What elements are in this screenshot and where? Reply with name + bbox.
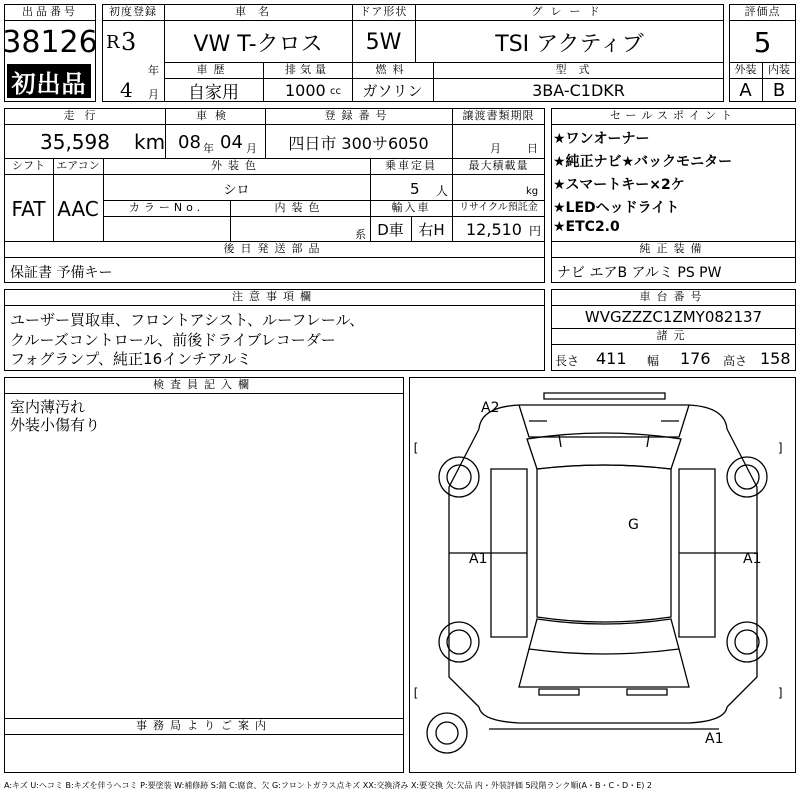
- max-load-label: 最大積載量: [468, 159, 529, 172]
- recycle-label: リサイクル預託金: [459, 202, 538, 213]
- first-reg-month: 4: [120, 78, 133, 102]
- diagram-bracket: ]: [777, 686, 785, 700]
- diagram-bracket: ]: [777, 441, 785, 455]
- ac-label: エアコン: [56, 159, 100, 172]
- import-value: D車: [377, 220, 404, 239]
- transfer-day-unit: 日: [527, 142, 538, 155]
- exterior-grade: A: [739, 80, 752, 101]
- height-label: 高さ: [723, 354, 748, 368]
- steering: 右H: [418, 220, 445, 239]
- reg-no-label: 登録番号: [324, 109, 393, 122]
- import-label: 輸入車: [391, 201, 431, 214]
- diagram-bracket: [: [412, 686, 420, 700]
- recycle-unit: 円: [529, 224, 542, 238]
- inspection-label: 車検: [196, 109, 234, 122]
- mileage-label: 走行: [63, 109, 106, 122]
- chassis-label: 車台番号: [639, 290, 708, 303]
- displacement-unit: cc: [330, 86, 341, 97]
- car-name: VW T-クロス: [193, 31, 323, 57]
- first-listing-badge: 初出品: [7, 64, 91, 98]
- lot-no-label: 出品番号: [22, 5, 78, 18]
- notes-line: フォグランプ、純正16インチアルミ: [10, 350, 252, 368]
- ext-color: シロ: [223, 182, 250, 198]
- shift-label: シフト: [12, 159, 45, 172]
- transfer-month-unit: 月: [490, 142, 501, 155]
- sales-point-item: ★LEDヘッドライト: [553, 200, 680, 216]
- later-parts-label: 後日発送部品: [223, 242, 326, 255]
- history-label: 車歴: [196, 63, 231, 76]
- transfer-label: 譲渡書類期限: [462, 109, 535, 122]
- later-parts: 保証書 予備キー: [10, 265, 113, 281]
- damage-mark-rear: A1: [705, 731, 724, 747]
- recycle-amount: 12,510: [466, 220, 522, 239]
- model-label: 型式: [555, 63, 602, 76]
- diagram-bracket: [: [412, 441, 420, 455]
- door-type: 5W: [365, 29, 402, 55]
- era: R: [106, 32, 120, 53]
- fuel-label: 燃料: [375, 63, 410, 76]
- reg-no: 四日市 300サ6050: [288, 133, 429, 153]
- inspector-line: 外装小傷有り: [10, 416, 101, 434]
- ext-color-label: 外装色: [211, 159, 262, 172]
- equipment-label: 純正装備: [639, 242, 708, 255]
- mileage-unit: km: [134, 130, 166, 154]
- fuel: ガソリン: [362, 82, 423, 100]
- sales-point-item: ★純正ナビ★バックモニター: [553, 154, 733, 170]
- displacement-label: 排気量: [285, 63, 330, 76]
- inspector-line: 室内薄汚れ: [10, 398, 86, 416]
- sales-point-item: ★スマートキー×2ケ: [553, 177, 685, 193]
- inspection-month-unit: 月: [246, 142, 257, 155]
- displacement: 1000: [285, 81, 326, 100]
- capacity-unit: 人: [436, 184, 449, 198]
- door-label: ドア形状: [359, 5, 408, 18]
- int-color-label: 内装色: [274, 201, 326, 214]
- interior-grade: B: [772, 80, 786, 101]
- sales-points-label: セールスポイント: [609, 109, 737, 122]
- shift: FAT: [11, 196, 46, 221]
- height: 158: [760, 349, 791, 368]
- damage-mark-roof: G: [628, 517, 639, 533]
- capacity-label: 乗車定員: [385, 159, 437, 172]
- chassis-number: WVGZZZC1ZMY082137: [584, 308, 763, 326]
- sales-point-item: ★ETC2.0: [553, 219, 620, 235]
- length: 411: [596, 349, 627, 368]
- score-label: 評価点: [744, 5, 781, 18]
- equipment: ナビ エアB アルミ PS PW: [557, 265, 722, 281]
- damage-mark-left: A1: [469, 551, 488, 567]
- notes-line: クルーズコントロール、前後ドライブレコーダー: [10, 331, 336, 349]
- interior-label: 内装: [768, 63, 790, 76]
- lot-no: 38126: [2, 24, 98, 60]
- ac: AAC: [57, 196, 99, 221]
- car-name-label: 車名: [235, 5, 281, 18]
- inspection-year: 08: [178, 132, 201, 153]
- width: 176: [680, 349, 711, 368]
- inspector-label: 検査員記入欄: [153, 378, 255, 391]
- history: 自家用: [188, 83, 239, 103]
- grade-label: グレード: [531, 5, 608, 18]
- inspection-month: 04: [220, 132, 243, 153]
- int-color-unit: 系: [355, 228, 366, 241]
- car-diagram: [409, 377, 796, 773]
- dims-label: 諸元: [656, 329, 691, 342]
- sales-point-item: ★ワンオーナー: [553, 131, 650, 147]
- color-no-label: カラーNo.: [128, 201, 205, 214]
- legend: A:キズ U:ヘコミ B:キズを伴うヘコミ P:要塗装 W:補修跡 S:錆 C:腐食、欠 G:フロントガラス点キズ XX:交換済み X:要交換 欠:欠品 内・外装評価 5段階ランク順(A・B・C・D・E) 2: [4, 781, 653, 790]
- month-unit: 月: [148, 88, 159, 101]
- max-load-unit: kg: [526, 186, 539, 197]
- damage-mark-right: A1: [743, 551, 762, 567]
- first-reg-year: 3: [121, 28, 137, 56]
- width-label: 幅: [647, 354, 660, 368]
- first-reg-label: 初度登録: [109, 5, 157, 18]
- length-label: 長さ: [555, 354, 580, 368]
- grade: TSI アクティブ: [495, 31, 644, 57]
- capacity: 5: [410, 180, 420, 198]
- score: 5: [753, 25, 772, 59]
- exterior-label: 外装: [734, 63, 757, 76]
- inspection-year-unit: 年: [203, 142, 214, 155]
- notes-label: 注意事項欄: [232, 290, 317, 303]
- notes-line: ユーザー買取車、フロントアシスト、ルーフレール、: [10, 311, 365, 329]
- office-label: 事務局よりご案内: [136, 719, 272, 732]
- year-unit: 年: [148, 64, 159, 77]
- damage-mark-front: A2: [481, 400, 500, 416]
- model: 3BA-C1DKR: [532, 81, 625, 100]
- mileage: 35,598: [40, 130, 110, 154]
- inspector-box: [4, 377, 404, 773]
